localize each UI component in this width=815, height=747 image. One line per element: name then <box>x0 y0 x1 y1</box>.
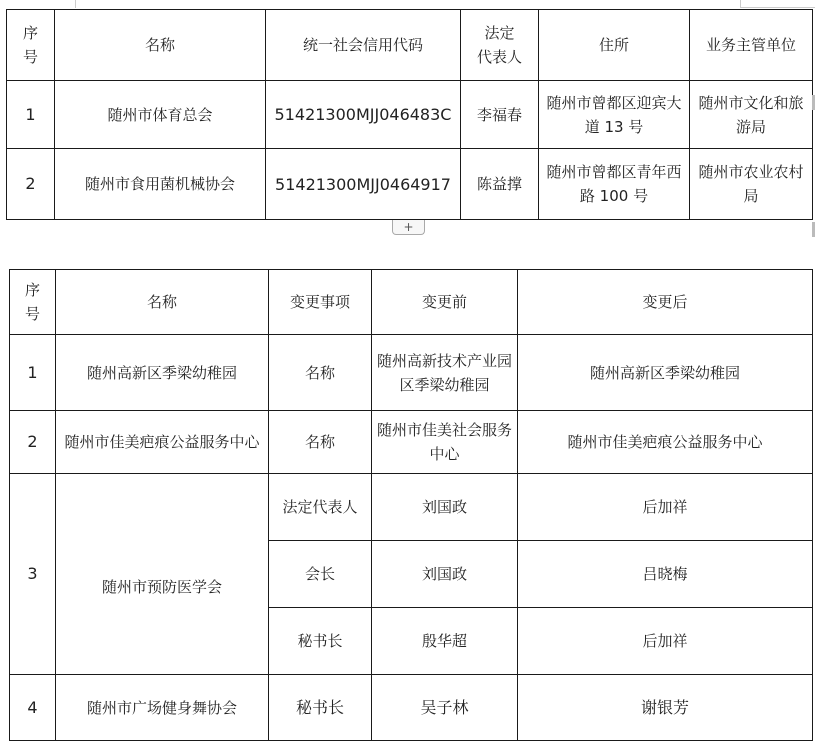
header-cell-seq <box>7 10 55 81</box>
after-value-cell: 随州高新区季梁幼稚园 <box>518 335 813 411</box>
change-item-cell: 法定代表人 <box>269 474 372 541</box>
header-cell-rep <box>461 10 539 81</box>
header-rep-label: 法定 代表人 <box>476 24 522 66</box>
before-value-cell: 刘国政 <box>372 541 518 608</box>
seq-cell: 3 <box>10 474 56 675</box>
table-row <box>7 81 813 149</box>
table-row <box>10 675 813 741</box>
seq-cell: 4 <box>10 675 56 741</box>
seq-cell: 1 <box>10 335 56 411</box>
header-cell-code <box>266 10 461 81</box>
org-name-cell <box>56 474 269 675</box>
table-row <box>7 149 813 220</box>
table-row <box>10 474 813 541</box>
header-cell-after <box>518 270 813 335</box>
header-item-label: 变更事项 <box>289 293 350 311</box>
header-cell-item <box>269 270 372 335</box>
address-cell: 随州市曾都区青年西路 100 号 <box>539 149 690 220</box>
header-cell-seq <box>10 270 56 335</box>
before-value-cell: 随州市佳美社会服务中心 <box>372 411 518 474</box>
header-address-label: 住所 <box>598 36 629 54</box>
authority-cell: 随州市农业农村局 <box>690 149 813 220</box>
header-cell-authority <box>690 10 813 81</box>
header-cell-name <box>56 270 269 335</box>
org-name-cell: 随州高新区季梁幼稚园 <box>56 335 269 411</box>
header-cell-name <box>55 10 266 81</box>
change-item-cell: 秘书长 <box>269 608 372 675</box>
table-header-row <box>7 10 813 81</box>
after-value-cell: 后加祥 <box>518 608 813 675</box>
org-name-cell: 随州市广场健身舞协会 <box>56 675 269 741</box>
legal-rep-cell: 陈益撑 <box>461 149 539 220</box>
org-name-cell: 随州市佳美疤痕公益服务中心 <box>56 411 269 474</box>
after-value-cell: 后加祥 <box>518 474 813 541</box>
org-name-text: 随州市预防医学会 <box>101 578 222 596</box>
header-seq-label: 序 号 <box>24 281 40 323</box>
credit-code-cell: 51421300MJJ0464917 <box>266 149 461 220</box>
before-value-cell: 刘国政 <box>372 474 518 541</box>
after-value-cell: 谢银芳 <box>518 675 813 741</box>
table-row <box>10 335 813 411</box>
header-name-label: 名称 <box>144 36 175 54</box>
change-item-cell: 会长 <box>269 541 372 608</box>
change-item-cell: 名称 <box>269 411 372 474</box>
after-value-cell: 吕晓梅 <box>518 541 813 608</box>
add-row-button[interactable] <box>392 220 425 235</box>
before-value-cell: 殷华超 <box>372 608 518 675</box>
plus-icon: + <box>403 220 414 234</box>
change-record-table <box>9 269 813 741</box>
seq-cell: 2 <box>7 149 55 220</box>
seq-cell: 2 <box>10 411 56 474</box>
org-name-cell: 随州市体育总会 <box>55 81 266 149</box>
table-header-row <box>10 270 813 335</box>
header-cell-before <box>372 270 518 335</box>
page-top-line <box>740 7 815 8</box>
after-value-cell: 随州市佳美疤痕公益服务中心 <box>518 411 813 474</box>
org-name-cell: 随州市食用菌机械协会 <box>55 149 266 220</box>
header-name-label: 名称 <box>146 293 177 311</box>
registration-table <box>6 9 813 220</box>
before-value-cell: 随州高新技术产业园区季梁幼稚园 <box>372 335 518 411</box>
before-value-cell: 吴子林 <box>372 675 518 741</box>
header-seq-line1: 序 号 <box>22 24 38 66</box>
header-cell-address <box>539 10 690 81</box>
header-after-label: 变更后 <box>642 293 688 311</box>
credit-code-cell: 51421300MJJ046483C <box>266 81 461 149</box>
page-top-edge-left <box>75 0 76 8</box>
address-cell: 随州市曾都区迎宾大道 13 号 <box>539 81 690 149</box>
seq-cell: 1 <box>7 81 55 149</box>
header-code-label: 统一社会信用代码 <box>302 36 423 54</box>
change-item-cell: 名称 <box>269 335 372 411</box>
legal-rep-cell: 李福春 <box>461 81 539 149</box>
table-row <box>10 411 813 474</box>
authority-cell: 随州市文化和旅游局 <box>690 81 813 149</box>
header-before-label: 变更前 <box>421 293 467 311</box>
change-item-cell: 秘书长 <box>269 675 372 741</box>
header-authority-label: 业务主管单位 <box>705 36 796 54</box>
